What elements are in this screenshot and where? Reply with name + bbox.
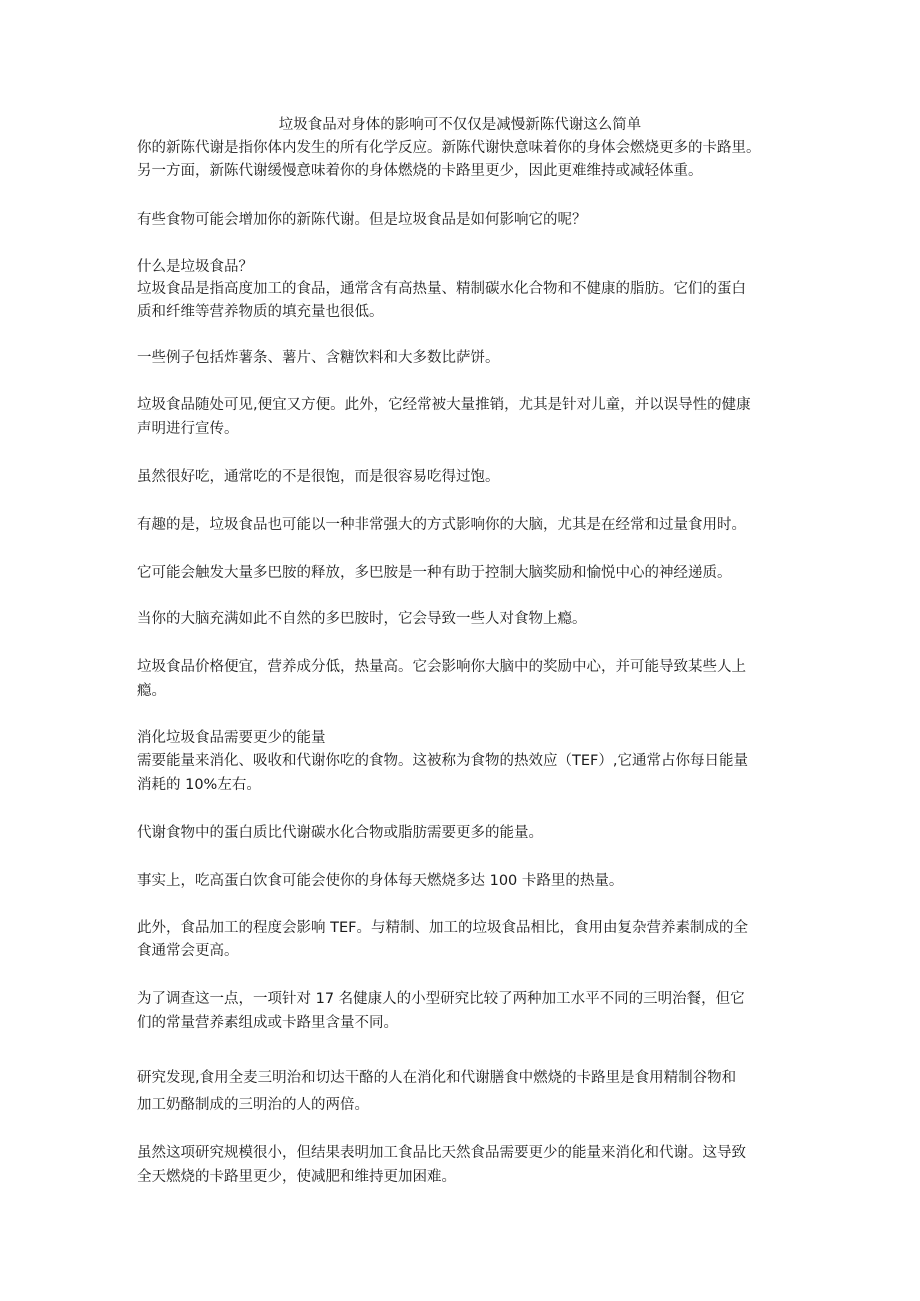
text-line: 研究发现,食用全麦三明治和切达干酪的人在消化和代谢膳食中燃烧的卡路里是食用精制谷物和	[137, 1070, 737, 1086]
text-line: 事实上，吃高蛋白饮食可能会使你的身体每天燃烧多达 100 卡路里的热量。	[137, 873, 624, 889]
text-line: 有趣的是，垃圾食品也可能以一种非常强大的方式影响你的大脑，尤其是在经常和过量食用时。	[137, 517, 746, 533]
text-line: 代谢食物中的蛋白质比代谢碳水化合物或脂肪需要更多的能量。	[137, 825, 543, 841]
text-line: 加工奶酪制成的三明治的人的两倍。	[137, 1097, 369, 1113]
text-line: 垃圾食品是指高度加工的食品，通常含有高热量、精制碳水化合物和不健康的脂肪。它们的蛋白	[137, 281, 746, 297]
text-line: 一些例子包括炸薯条、薯片、含糖饮料和大多数比萨饼。	[137, 350, 500, 366]
text-line: 垃圾食品随处可见,便宜又方便。此外，它经常被大量推销，尤其是针对儿童，并以误导性的健康	[137, 397, 751, 413]
text-line: 此外，食品加工的程度会影响 TEF。与精制、加工的垃圾食品相比，食用由复杂营养素制成的全	[137, 920, 748, 936]
text-line: 声明进行宣传。	[137, 421, 239, 437]
text-line: 需要能量来消化、吸收和代谢你吃的食物。这被称为食物的热效应（TEF）,它通常占你每日能量	[137, 753, 748, 769]
text-line: 全天燃烧的卡路里更少，使减肥和维持更加困难。	[137, 1169, 456, 1185]
text-line: 你的新陈代谢是指你体内发生的所有化学反应。新陈代谢快意味着你的身体会燃烧更多的卡路里。	[137, 140, 761, 156]
text-line: 瘾。	[137, 683, 166, 699]
text-line: 有些食物可能会增加你的新陈代谢。但是垃圾食品是如何影响它的呢？	[137, 212, 587, 228]
text-line: 消耗的 10%左右。	[137, 777, 261, 793]
text-line: 食通常会更高。	[137, 943, 239, 959]
text-line: 当你的大脑充满如此不自然的多巴胺时，它会导致一些人对食物上瘾。	[137, 611, 587, 627]
text-line: 虽然很好吃，通常吃的不是很饱，而是很容易吃得过饱。	[137, 469, 500, 485]
text-line: 为了调查这一点，一项针对 17 名健康人的小型研究比较了两种加工水平不同的三明治餐，但它	[137, 991, 745, 1007]
text-line: 垃圾食品价格便宜，营养成分低，热量高。它会影响你大脑中的奖励中心，并可能导致某些人上	[137, 659, 746, 675]
page-title: 垃圾食品对身体的影响可不仅仅是减慢新陈代谢这么简单	[278, 117, 642, 133]
text-line: 它可能会触发大量多巴胺的释放，多巴胺是一种有助于控制大脑奖励和愉悦中心的神经递质。	[137, 565, 732, 581]
text-line: 另一方面，新陈代谢缓慢意味着你的身体燃烧的卡路里更少，因此更难维持或减轻体重。	[137, 163, 703, 179]
text-line: 虽然这项研究规模很小，但结果表明加工食品比天然食品需要更少的能量来消化和代谢。这导致	[137, 1145, 746, 1161]
section-heading: 什么是垃圾食品？	[137, 259, 253, 275]
text-line: 们的常量营养素组成或卡路里含量不同。	[137, 1015, 398, 1031]
section-heading: 消化垃圾食品需要更少的能量	[137, 730, 326, 746]
text-line: 质和纤维等营养物质的填充量也很低。	[137, 304, 384, 320]
